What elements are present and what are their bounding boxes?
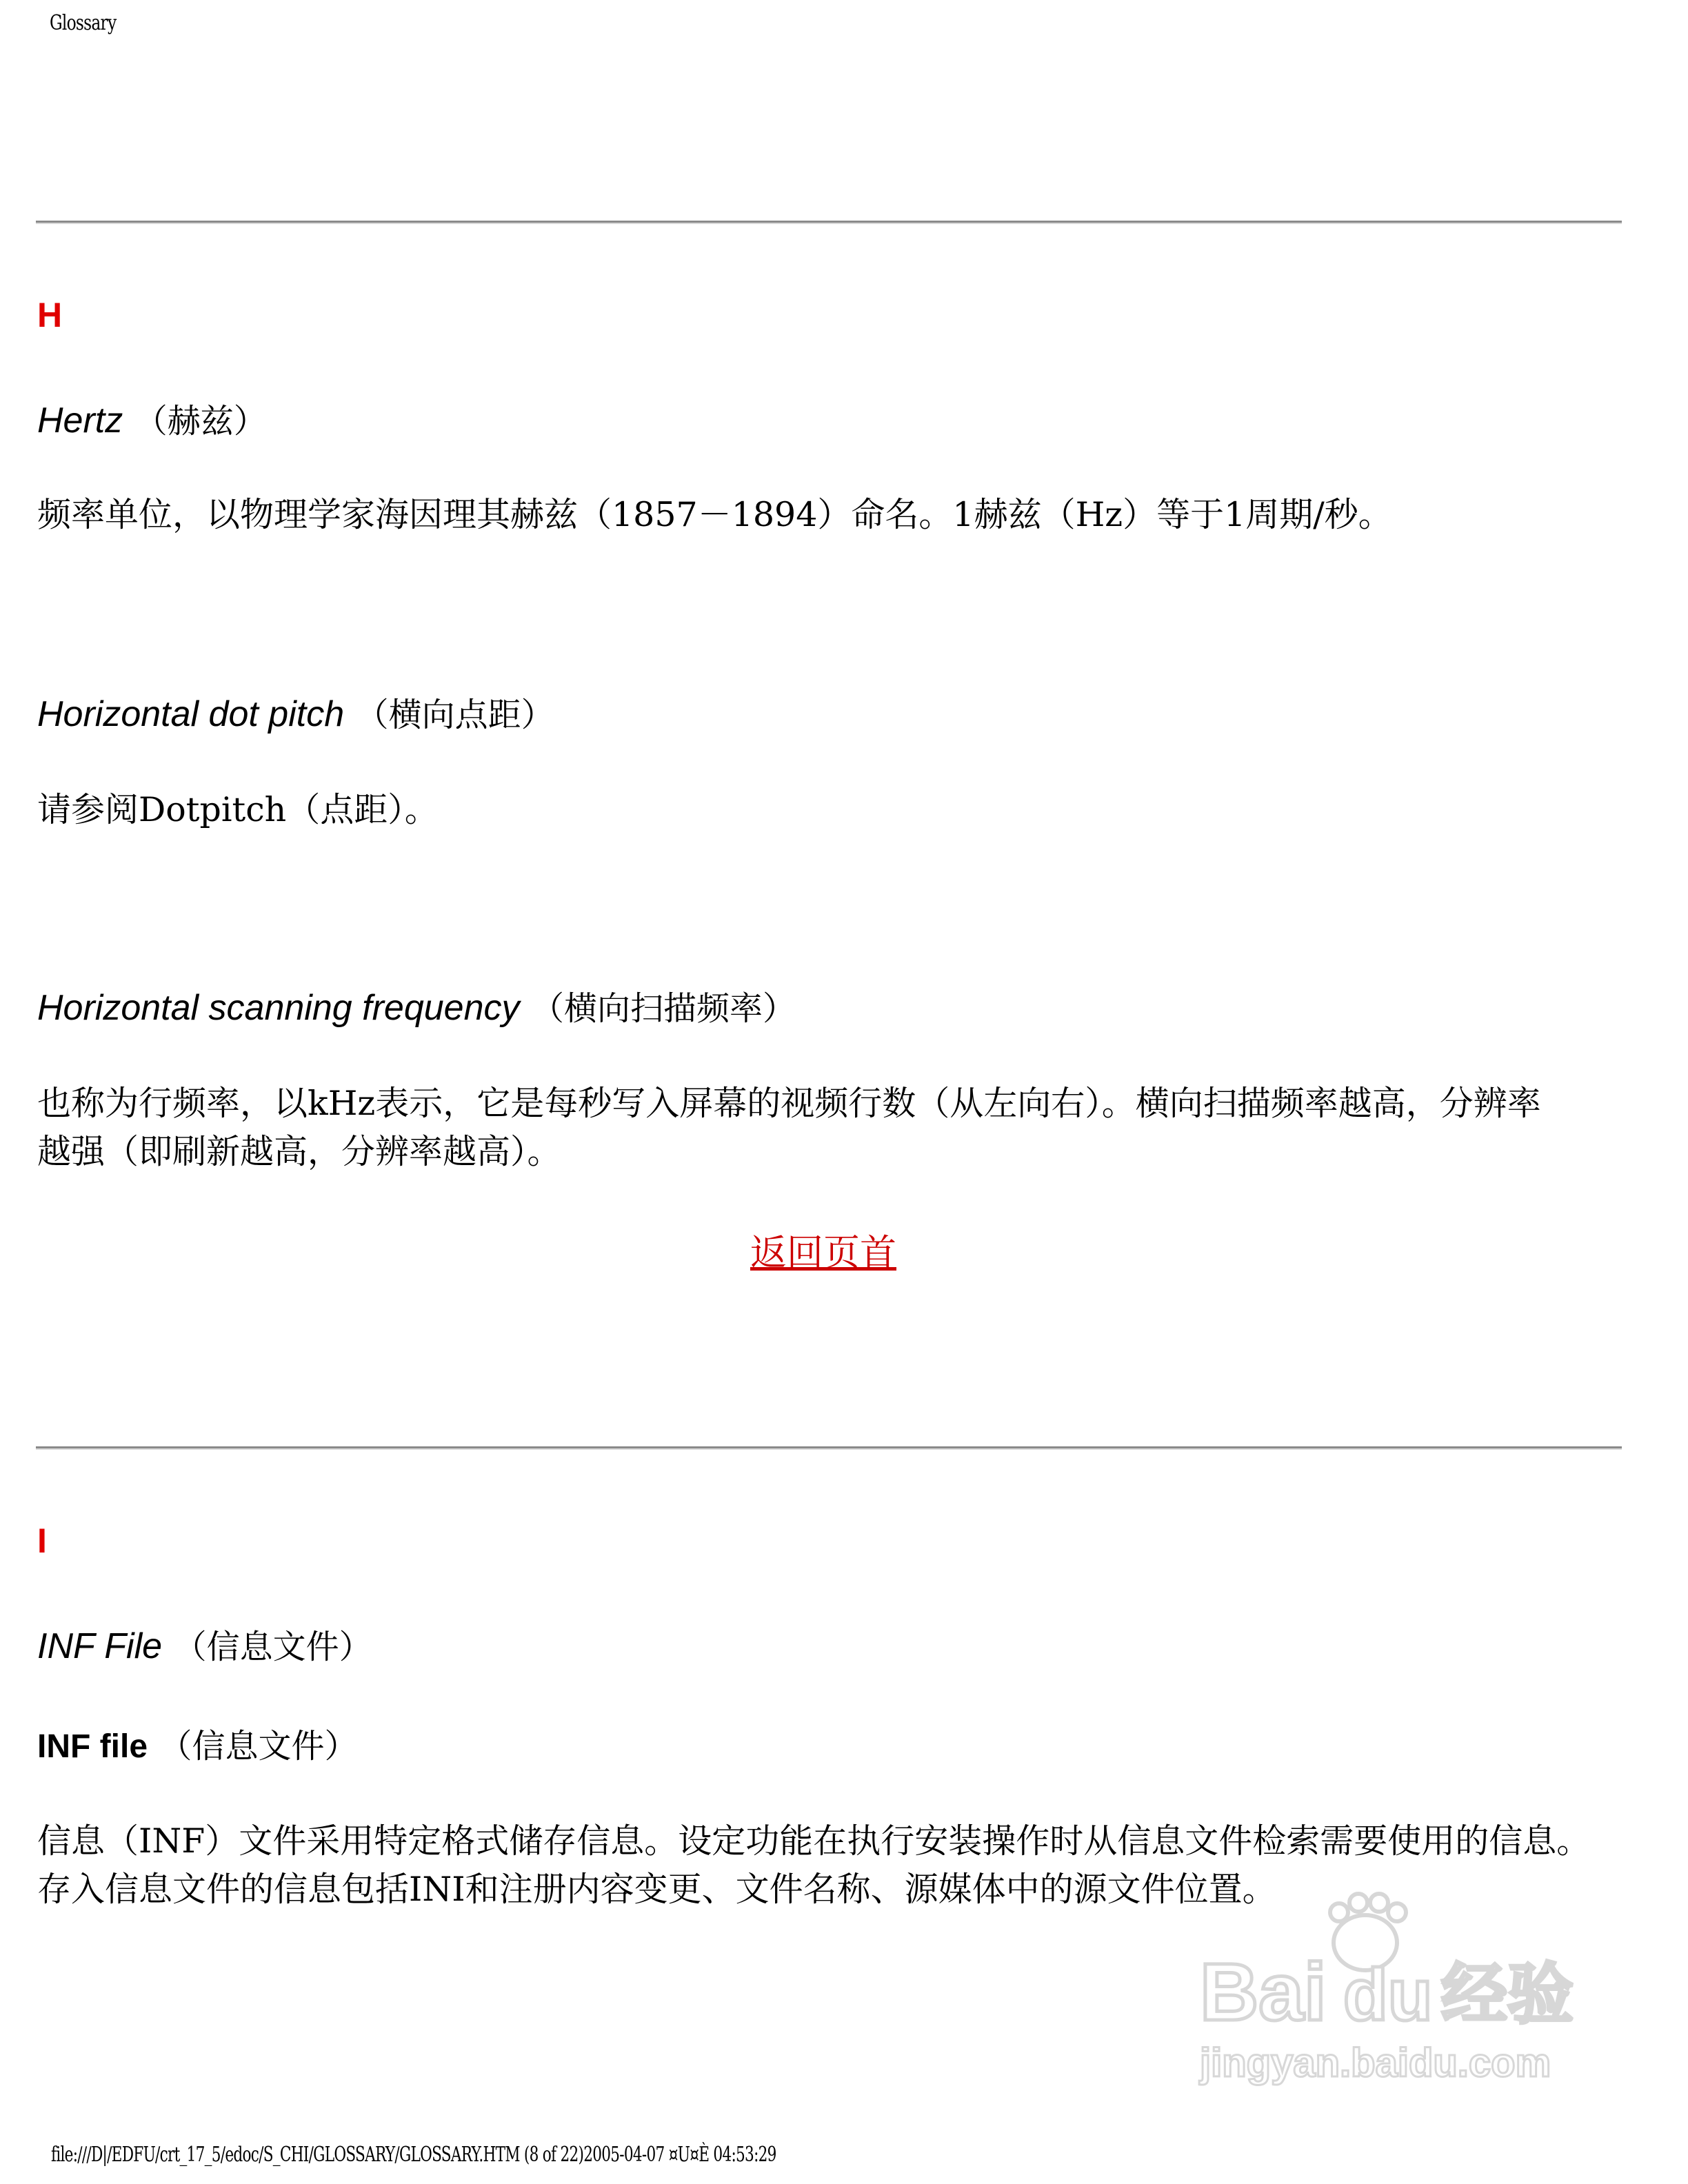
term-zh: （信息文件）	[159, 1727, 358, 1766]
horizontal-rule	[36, 221, 1622, 224]
svg-text:经验: 经验	[1441, 1956, 1574, 2033]
definition-horizontal-dot-pitch: 请参阅Dotpitch（点距）。	[37, 790, 439, 829]
term-zh: （信息文件）	[173, 1628, 372, 1666]
term-inf-file-bold	[37, 1719, 358, 1767]
back-to-top-link[interactable]: 返回页首	[750, 1232, 896, 1274]
term-en: INF File	[37, 1626, 163, 1666]
page-header-title: Glossary	[50, 11, 117, 35]
term-hertz	[37, 394, 267, 442]
term-en: Hertz	[37, 401, 123, 441]
term-en: Horizontal dot pitch	[37, 694, 345, 734]
horizontal-rule	[36, 1446, 1622, 1450]
term-inf-file	[37, 1620, 372, 1668]
section-letter-i: I	[37, 1521, 47, 1560]
definition-horizontal-scanning-frequency: 也称为行频率，以kHz表示，它是每秒写入屏幕的视频行数（从左向右）。横向扫描频率越高，分辨率越强（即刷新越高，分辨率越高）。	[37, 1084, 1541, 1171]
term-en: INF file	[37, 1728, 148, 1765]
baidu-jingyan-watermark-logo	[1186, 1889, 1600, 2096]
page-footer-path: file:///D|/EDFU/crt_17_5/edoc/S_CHI/GLOSSARY/GLOSSARY.HTM (8 of 22)2005-04-07 ¤U¤È 04:53:29	[51, 2143, 776, 2167]
svg-text:du: du	[1343, 1954, 1433, 2036]
term-zh: （横向扫描频率）	[531, 989, 796, 1028]
definition-inf-file: 信息（INF）文件采用特定格式储存信息。设定功能在执行安装操作时从信息文件检索需要使用的信息。存入信息文件的信息包括INI和注册内容变更、文件名称、源媒体中的源文件位置。	[37, 1821, 1591, 1909]
definition-hertz: 频率单位，以物理学家海因理其赫兹（1857－1894）命名。1赫兹（Hz）等于1周期/秒。	[37, 495, 1392, 534]
term-en: Horizontal scanning frequency	[37, 988, 520, 1028]
section-letter-h: H	[37, 296, 63, 334]
term-zh: （横向点距）	[355, 696, 554, 734]
term-zh: （赫兹）	[134, 402, 267, 441]
term-horizontal-scanning-frequency	[37, 982, 796, 1029]
svg-text:Bai: Bai	[1200, 1947, 1327, 2038]
term-horizontal-dot-pitch	[37, 688, 554, 736]
svg-text:jingyan.baidu.com: jingyan.baidu.com	[1200, 2041, 1551, 2085]
